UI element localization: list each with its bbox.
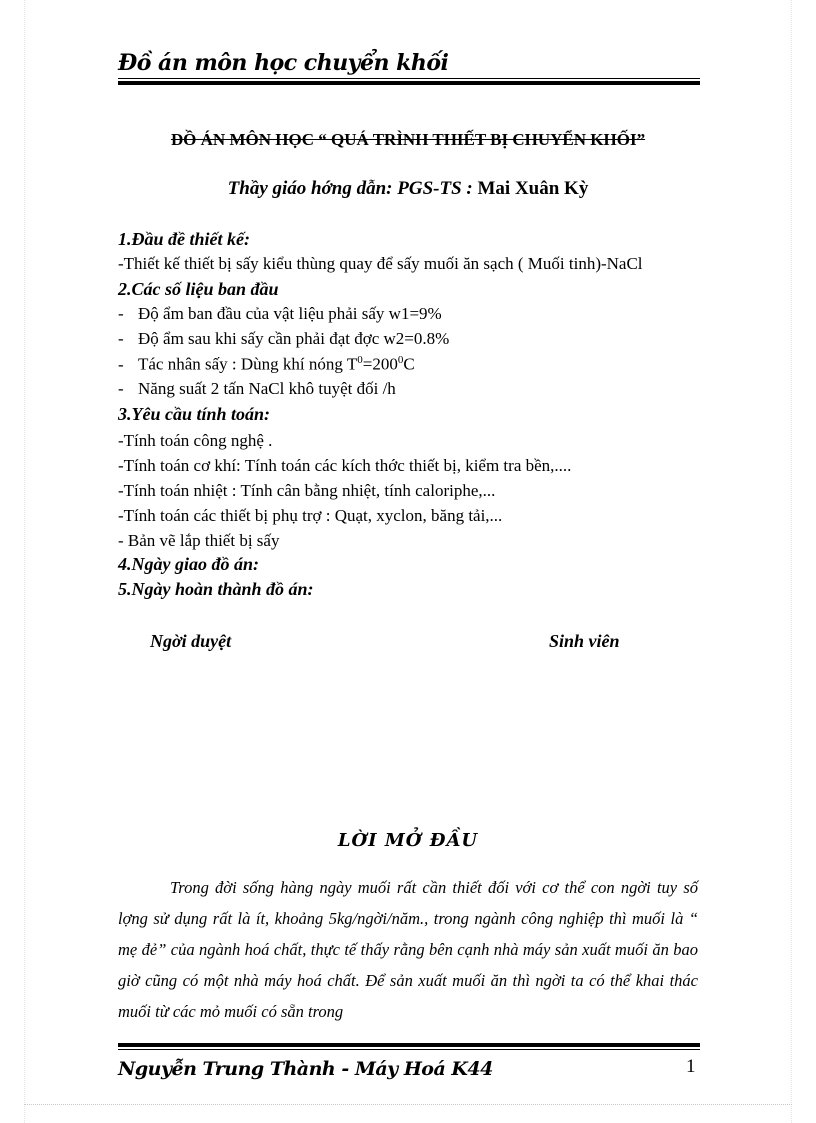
list-item: -Tính toán các thiết bị phụ trợ : Quạt, xyclon, băng tải,... [118,506,503,525]
header-rule-thick [118,81,700,85]
list-item: - Độ ẩm ban đầu của vật liệu phải sấy w1=9% [118,304,442,323]
page-edge-bottom [24,1104,792,1105]
header-rule-thin [118,78,700,79]
page-edge-left [24,0,25,1123]
supervisor-line [0,178,816,200]
section-1-text: -Thiết kế thiết bị sấy kiểu thùng quay để sấy muối ăn sạch ( Muối tinh)-NaCl [118,254,643,273]
section-3-heading: 3.Yêu cầu tính toán: [118,404,271,424]
section-4-heading: 4.Ngày giao đồ án: [118,554,259,574]
list-item: - Năng suất 2 tấn NaCl khô tuyệt đối /h [118,379,396,398]
signature-student: Sinh viên [549,631,620,651]
page-number: 1 [686,1056,696,1077]
list-item: -Tính toán công nghệ . [118,431,273,450]
list-item: - Bản vẽ lắp thiết bị sấy [118,531,280,550]
signature-approver: Ngời duyệt [150,631,232,651]
section-2-heading: 2.Các số liệu ban đầu [118,279,279,299]
section-1-heading: 1.Đầu đề thiết kế: [118,229,250,249]
intro-paragraph: Trong đời sống hàng ngày muối rất cần thiết đối với cơ thể con ngời tuy số lợng sử dụng rất là ít, khoảng 5kg/ngời/năm., trong ngành công nghiệp thì muối là “ mẹ đẻ” của ngành hoá chất, thực tế thấy rằng bên cạnh nhà máy sản xuất muối ăn bao giờ cũng có một nhà máy hoá chất. Để sản xuất muối ăn thì ngời ta có thể khai thác muối từ các mỏ muối có sẵn trong [118,878,698,1021]
footer-author: Nguyễn Trung Thành - Máy Hoá K44 [118,1058,493,1080]
footer-rule-thin [118,1049,700,1050]
list-item: - Tác nhân sấy : Dùng khí nóng $T^0=200^0C$ [118,354,415,374]
page-edge-right [791,0,792,1123]
running-header: Đồ án môn học chuyển khối [118,50,449,76]
supervisor-name: Mai Xuân Kỳ [477,178,589,199]
section-5-heading: 5.Ngày hoàn thành đồ án: [118,579,314,599]
list-item: -Tính toán nhiệt : Tính cân bằng nhiệt, tính caloriphe,... [118,481,496,500]
intro-title: LỜI MỞ ĐẦU [337,830,479,851]
list-item: -Tính toán cơ khí: Tính toán các kích thớc thiết bị, kiểm tra bền,.... [118,456,572,475]
footer-rule-thick [118,1043,700,1047]
document-title: ĐỒ ÁN MÔN HỌC “ QUÁ TRÌNH THIẾT BỊ CHUYỂN KHỐI” [170,130,646,149]
list-item: - Độ ẩm sau khi sấy cần phải đạt đợc w2=0.8% [118,329,450,348]
supervisor-label: Thầy giáo hớng dẫn: PGS-TS : [227,178,473,199]
